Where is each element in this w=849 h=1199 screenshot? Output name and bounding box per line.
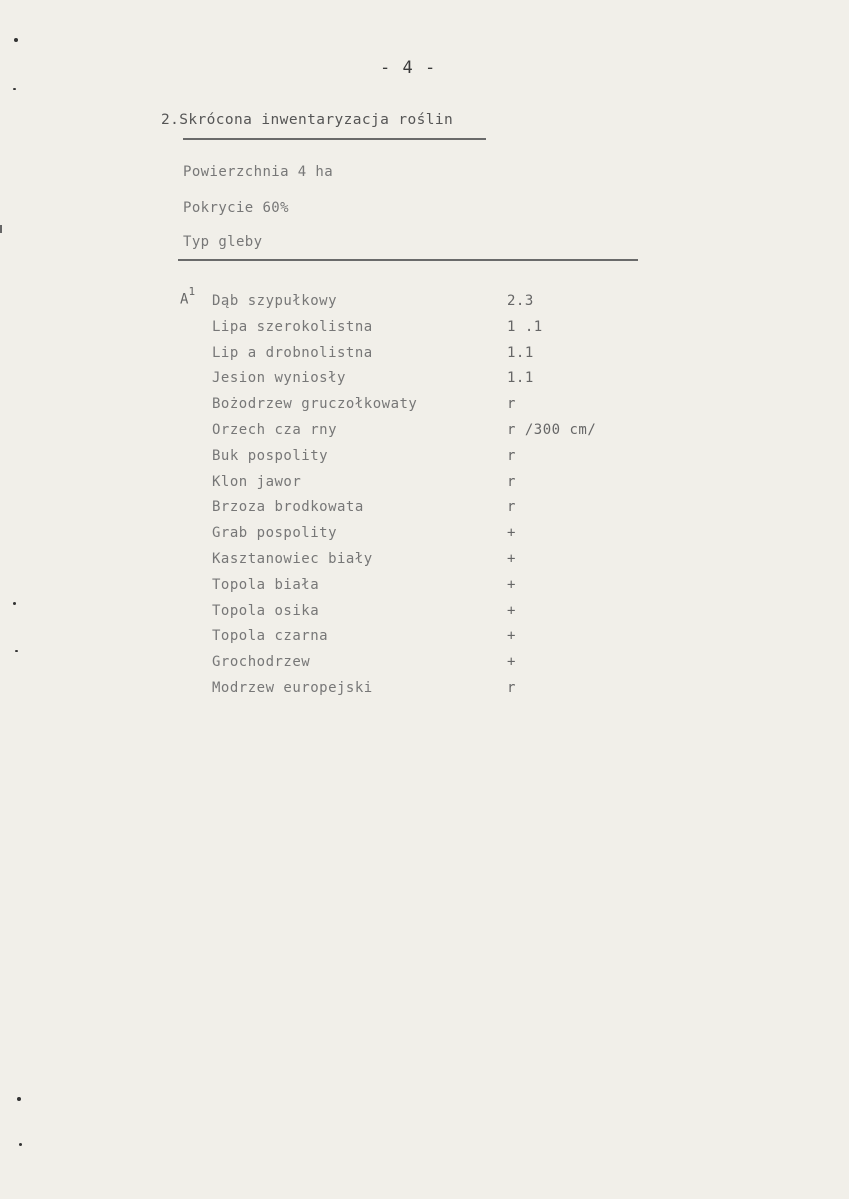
species-name: Brzoza brodkowata: [212, 499, 364, 516]
species-abundance: 2.3: [507, 293, 534, 309]
scan-speck: [19, 1143, 22, 1146]
species-row: [212, 422, 632, 448]
species-row: [212, 603, 632, 629]
page-number: - 4 -: [380, 58, 437, 78]
species-table: [212, 293, 632, 706]
species-row: [212, 293, 632, 319]
layer-superscript: 1: [188, 285, 196, 298]
species-abundance: +: [507, 602, 516, 619]
species-row: [212, 448, 632, 474]
species-name: Topola biała: [212, 576, 320, 593]
species-name: Bożodrzew gruczołkowaty: [212, 396, 418, 413]
scan-speck: [13, 88, 16, 90]
species-name: Jesion wyniosły: [212, 370, 346, 387]
scan-speck: [15, 650, 18, 652]
species-row: [212, 319, 632, 345]
species-name: Dąb szypułkowy: [212, 293, 338, 309]
scan-speck: [17, 1097, 21, 1101]
species-abundance: +: [507, 576, 516, 593]
species-row: [212, 551, 632, 577]
species-row: [212, 654, 632, 680]
species-row: [212, 499, 632, 525]
layer-label: [180, 285, 196, 308]
species-abundance: r: [507, 499, 516, 516]
species-row: [212, 345, 632, 371]
meta-area: Powierzchnia 4 ha: [183, 164, 334, 180]
species-row: [212, 680, 632, 706]
species-row: [212, 396, 632, 422]
species-abundance: r: [507, 473, 516, 490]
scan-edge-mark: [0, 225, 2, 233]
section-title: 2.Skrócona inwentaryzacja roślin: [161, 112, 454, 128]
species-name: Orzech cza rny: [212, 421, 338, 438]
species-abundance: r: [507, 396, 516, 413]
title-underline: [183, 138, 486, 140]
species-name: Klon jawor: [212, 473, 302, 490]
species-row: [212, 370, 632, 396]
species-row: [212, 525, 632, 551]
species-abundance: +: [507, 628, 516, 645]
scan-speck: [14, 38, 18, 42]
species-abundance: 1.1: [507, 344, 534, 361]
species-abundance: +: [507, 550, 516, 567]
species-name: Kasztanowiec biały: [212, 550, 373, 567]
species-abundance: r /300 cm/: [507, 421, 597, 438]
species-name: Lip a drobnolistna: [212, 344, 373, 361]
species-row: [212, 474, 632, 500]
species-abundance: +: [507, 654, 516, 671]
species-row: [212, 577, 632, 603]
meta-cover: Pokrycie 60%: [183, 200, 289, 216]
species-name: Grab pospolity: [212, 525, 338, 542]
layer-letter: A: [180, 291, 189, 308]
species-row: [212, 628, 632, 654]
species-name: Topola osika: [212, 602, 320, 619]
species-abundance: +: [507, 525, 516, 542]
species-name: Buk pospolity: [212, 447, 329, 464]
species-abundance: r: [507, 679, 516, 696]
species-abundance: 1 .1: [507, 318, 543, 335]
meta-soil-type: Typ gleby: [183, 234, 263, 250]
scan-speck: [13, 602, 16, 605]
species-abundance: 1.1: [507, 370, 534, 387]
species-name: Lipa szerokolistna: [212, 318, 373, 335]
species-name: Grochodrzew: [212, 654, 311, 671]
section-divider: [178, 259, 638, 261]
species-name: Topola czarna: [212, 628, 329, 645]
species-name: Modrzew europejski: [212, 679, 373, 696]
species-abundance: r: [507, 447, 516, 464]
